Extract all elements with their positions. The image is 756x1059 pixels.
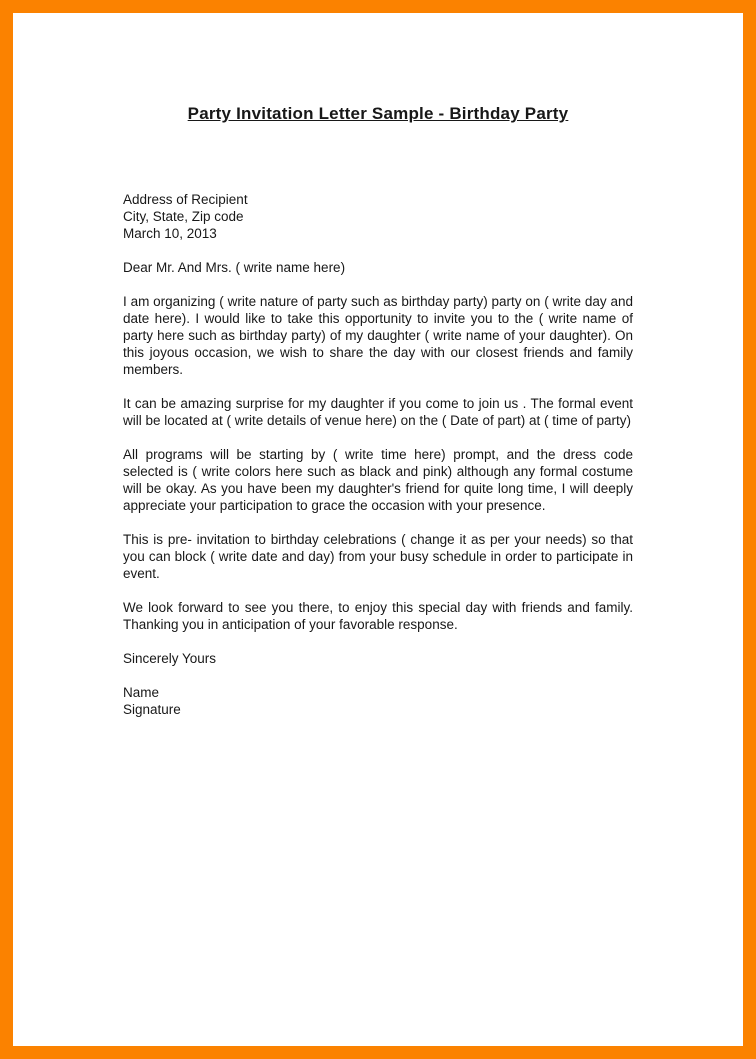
recipient-address-block xyxy=(123,191,633,242)
signature-block xyxy=(123,684,633,718)
recipient-address-line: Address of Recipient xyxy=(123,192,248,207)
letter-date: March 10, 2013 xyxy=(123,226,217,241)
paragraph-surprise-venue: It can be amazing surprise for my daughter if you come to join us . The formal event will be located at ( write details of venue here) on the ( Date of part) at ( time of party) xyxy=(123,396,633,428)
paragraph-programs-dresscode: All programs will be starting by ( write time here) prompt, and the dress code selected is ( write colors here such as black and pink) although any formal costume will be okay. As you have been my daughter's friend for quite long time, I will deeply appreciate your participation to grace the occasion with your presence. xyxy=(123,447,633,513)
closing-salutation: Sincerely Yours xyxy=(123,651,217,666)
paragraph-look-forward: We look forward to see you there, to enjoy this special day with friends and family. Thanking you in anticipation of your favorable response. xyxy=(123,600,633,632)
letter-content xyxy=(13,13,743,1046)
paragraph-pre-invitation: This is pre- invitation to birthday celebrations ( change it as per your needs) so that you can block ( write date and day) from your busy schedule in order to participate in event. xyxy=(123,532,633,581)
letter-title: Party Invitation Letter Sample - Birthday Party xyxy=(187,104,569,123)
signature-label: Signature xyxy=(123,702,181,717)
salutation: Dear Mr. And Mrs. ( write name here) xyxy=(123,260,346,275)
signature-name: Name xyxy=(123,685,160,700)
recipient-city-line: City, State, Zip code xyxy=(123,209,244,224)
paragraph-organizing: I am organizing ( write nature of party such as birthday party) party on ( write day and date here). I would like to take this opportunity to invite you to the ( write name of party here such as birthday party) of my daughter ( write name of your daughter). On this joyous occasion, we wish to share the day with our closest friends and family members. xyxy=(123,294,633,377)
